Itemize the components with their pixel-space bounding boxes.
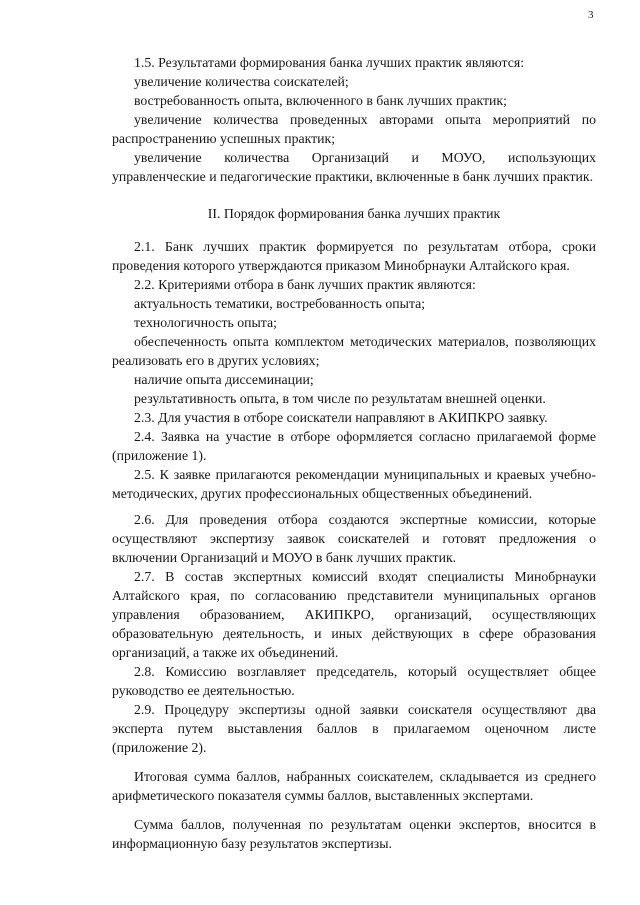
list-item: технологичность опыта; (134, 315, 277, 330)
list-item: увеличение количества Организаций и МОУО, использующих управленческие и педагогические практики, включенные в банк лучших практик. (112, 150, 596, 184)
paragraph-2-8: 2.8. Комиссию возглавляет председатель, который осуществляет общее руководство ее деятельностью. (112, 664, 596, 698)
section-heading: II. Порядок формирования банка лучших практик (207, 206, 501, 221)
paragraph-2-7: 2.7. В состав экспертных комиссий входят специалисты Минобрнауки Алтайского края, по согласованию представители муниципальных органов управления образованием, АКИПКРО, организаций, осуществляющих образовательную деятельность, и иных действующих в сфере образования организаций, а также их объединений. (112, 569, 596, 660)
list-item: увеличение количества проведенных авторами опыта мероприятий по распространению успешных практик; (112, 112, 596, 146)
paragraph-2-2: 2.2. Критериями отбора в банк лучших практик являются: (134, 277, 476, 292)
document-body (112, 53, 596, 853)
paragraph-2-9: 2.9. Процедуру экспертизы одной заявки соискателя осуществляют два эксперта путем выставления баллов в прилагаемом оценочном листе (приложение 2). (112, 702, 596, 755)
paragraph-1-5: 1.5. Результатами формирования банка лучших практик являются: (134, 55, 525, 70)
paragraph-2-6: 2.6. Для проведения отбора создаются экспертные комиссии, которые осуществляют экспертизу заявок соискателей и готовят предложения о включении Организаций и МОУО в банк лучших практик. (112, 512, 596, 565)
paragraph-2-5: 2.5. К заявке прилагаются рекомендации муниципальных и краевых учебно-методических, других профессиональных общественных объединений. (112, 467, 596, 501)
paragraph-2-1: 2.1. Банк лучших практик формируется по результатам отбора, сроки проведения которого утверждаются приказом Минобрнауки Алтайского края. (112, 239, 596, 273)
list-item: увеличение количества соискателей; (134, 74, 349, 89)
paragraph-score-database: Сумма баллов, полученная по результатам оценки экспертов, вносится в информационную базу результатов экспертизы. (112, 817, 596, 851)
paragraph-2-4: 2.4. Заявка на участие в отборе оформляется согласно прилагаемой форме (приложение 1). (112, 429, 596, 463)
list-item: актуальность тематики, востребованность опыта; (134, 296, 426, 311)
paragraph-2-3: 2.3. Для участия в отборе соискатели направляют в АКИПКРО заявку. (134, 410, 548, 425)
list-item: обеспеченность опыта комплектом методических материалов, позволяющих реализовать его в других условиях; (112, 334, 596, 368)
paragraph-total-score: Итоговая сумма баллов, набранных соискателем, складывается из среднего арифметического показателя суммы баллов, выставленных экспертами. (112, 769, 596, 803)
list-item: востребованность опыта, включенного в банк лучших практик; (134, 93, 507, 108)
list-item: результативность опыта, в том числе по результатам внешней оценки. (134, 391, 546, 406)
page-number: 3 (588, 9, 594, 21)
list-item: наличие опыта диссеминации; (134, 372, 314, 387)
